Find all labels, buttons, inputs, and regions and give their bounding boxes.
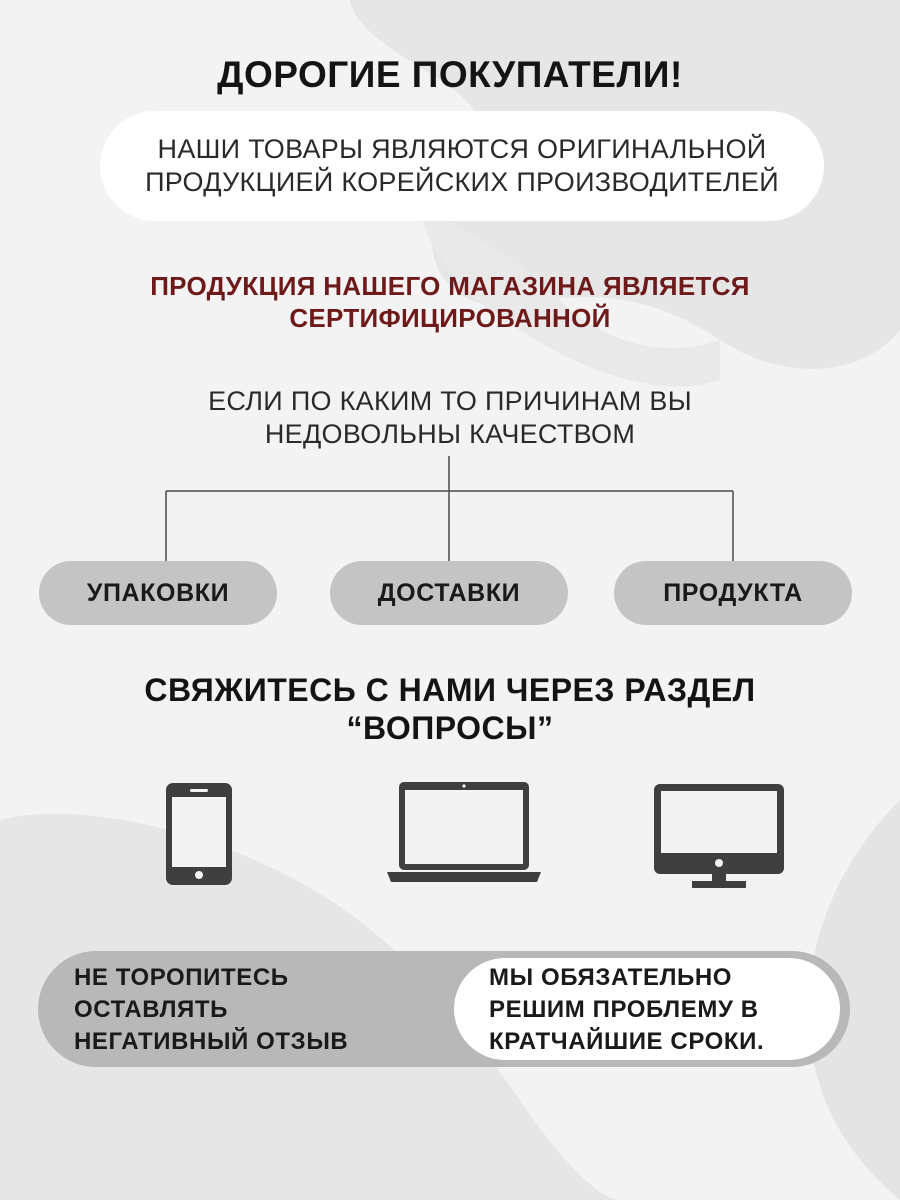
dont-leave-negative-review: НЕ ТОРОПИТЕСЬ ОСТАВЛЯТЬ НЕГАТИВНЫЙ ОТЗЫВ (74, 964, 349, 1055)
original-products-text: НАШИ ТОВАРЫ ЯВЛЯЮТСЯ ОРИГИНАЛЬНОЙ ПРОДУКЦИЕЙ КОРЕЙСКИХ ПРОИЗВОДИТЕЛЕЙ (145, 134, 779, 197)
option-delivery: ДОСТАВКИ (330, 561, 568, 625)
option-packaging: УПАКОВКИ (39, 561, 277, 625)
dissatisfied-text: ЕСЛИ ПО КАКИМ ТО ПРИЧИНАМ ВЫ НЕДОВОЛЬНЫ КАЧЕСТВОМ (208, 386, 692, 449)
original-products-banner (100, 111, 824, 221)
page-title: ДОРОГИЕ ПОКУПАТЕЛИ! (217, 54, 683, 95)
contact-heading: СВЯЖИТЕСЬ С НАМИ ЧЕРЕЗ РАЗДЕЛ “ВОПРОСЫ” (144, 672, 756, 746)
certified-notice: ПРОДУКЦИЯ НАШЕГО МАГАЗИНА ЯВЛЯЕТСЯ СЕРТИФИЦИРОВАННОЙ (150, 271, 750, 333)
promise-text: МЫ ОБЯЗАТЕЛЬНО РЕШИМ ПРОБЛЕМУ В КРАТЧАЙШИЕ СРОКИ. (489, 964, 765, 1055)
option-product: ПРОДУКТА (614, 561, 852, 625)
phone-icon (166, 783, 232, 885)
laptop-icon (387, 782, 541, 884)
monitor-icon (654, 784, 784, 888)
